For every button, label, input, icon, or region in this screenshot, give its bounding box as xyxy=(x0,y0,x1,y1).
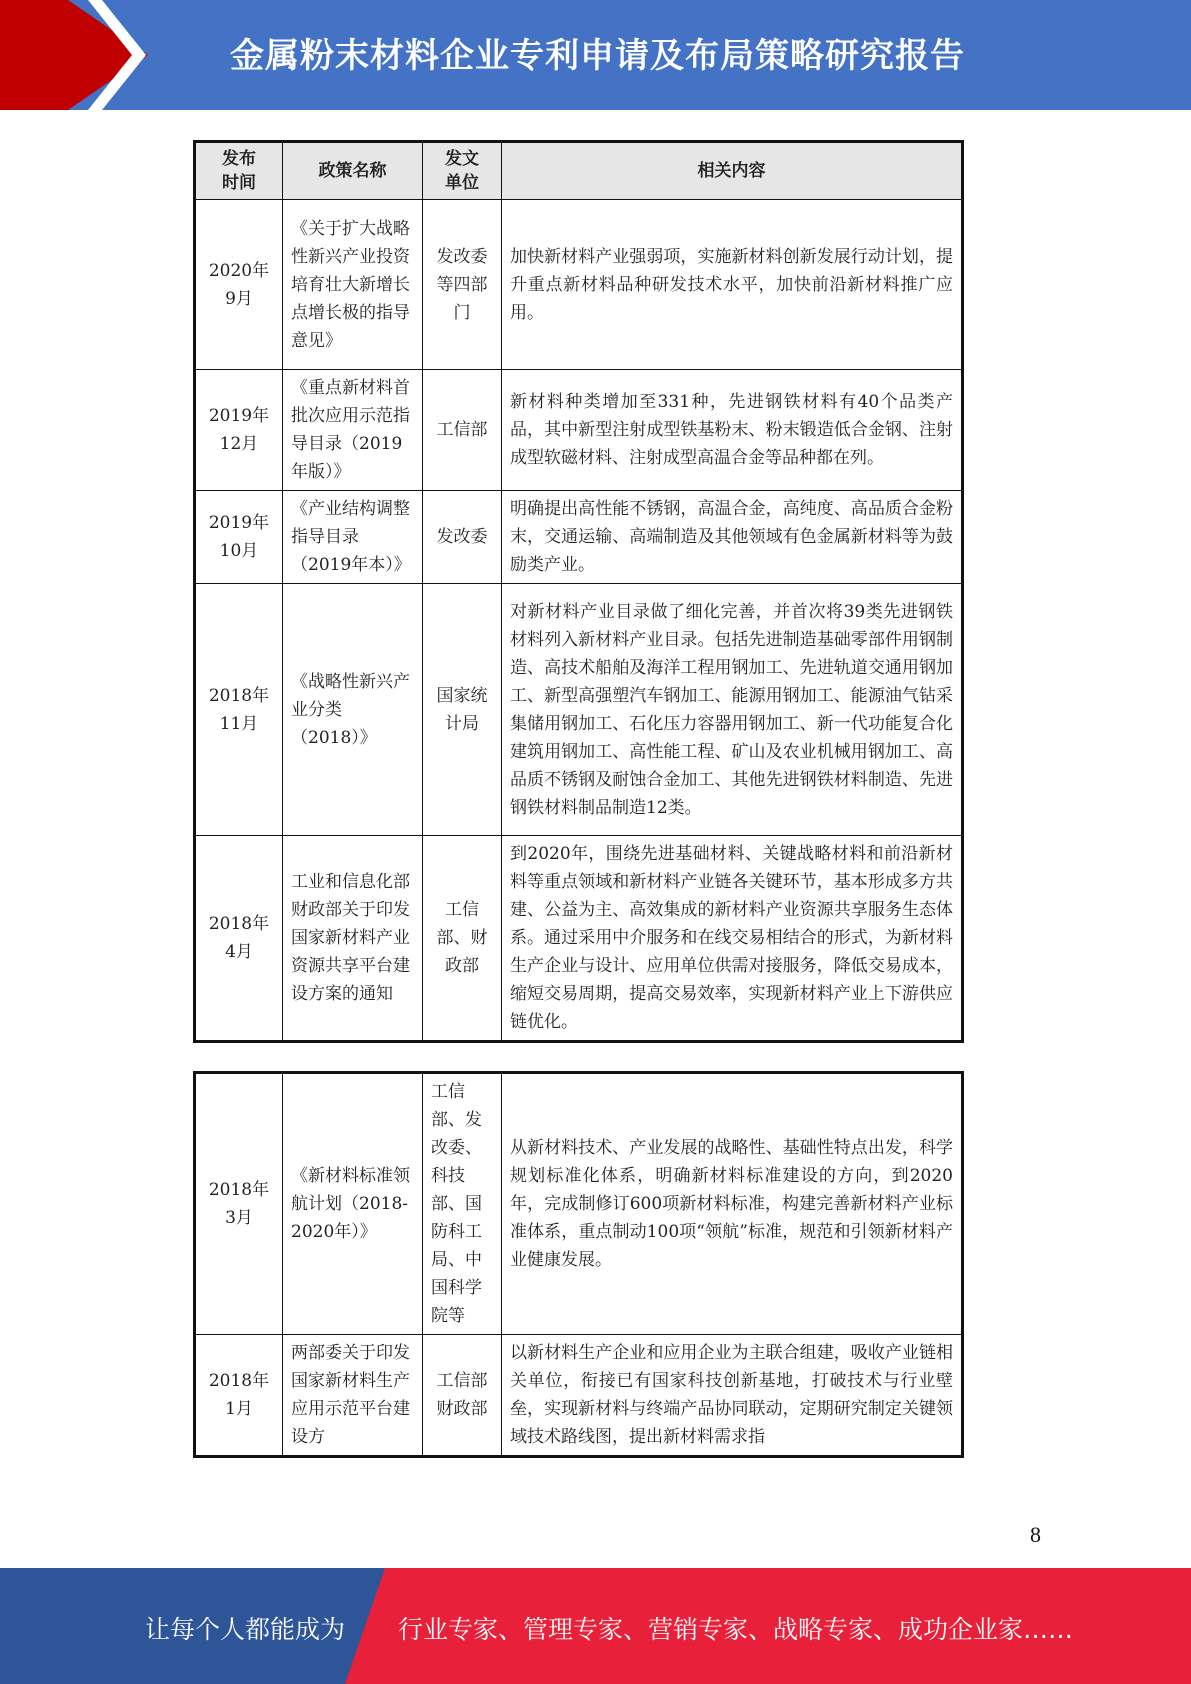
table-row xyxy=(195,836,963,1042)
policy-table-part1 xyxy=(193,140,964,1043)
header-name: 政策名称 xyxy=(283,142,423,200)
policy-table-part2 xyxy=(193,1071,964,1458)
row-policy-name: 《关于扩大战略性新兴产业投资培育壮大新增长点增长极的指导意见》 xyxy=(283,200,423,370)
row-date: 2019年 12月 xyxy=(195,370,283,491)
page-number: 8 xyxy=(1030,1522,1041,1547)
row-dept: 工信部、发改委、科技部、国防科工局、中国科学院等 xyxy=(423,1073,502,1335)
row-date: 2020年 9月 xyxy=(195,200,283,370)
row-date: 2018年 1月 xyxy=(195,1335,283,1457)
header-content: 相关内容 xyxy=(502,142,963,200)
row-policy-name: 两部委关于印发国家新材料生产应用示范平台建设方 xyxy=(283,1335,423,1457)
row-policy-name: 《产业结构调整指导目录（2019年本）》 xyxy=(283,491,423,584)
row-content: 加快新材料产业强弱项，实施新材料创新发展行动计划，提升重点新材料品种研发技术水平，加快前沿新材料推广应用。 xyxy=(502,200,963,370)
report-footer xyxy=(0,1568,1191,1684)
row-date: 2019年 10月 xyxy=(195,491,283,584)
row-content: 明确提出高性能不锈钢，高温合金，高纯度、高品质合金粉末，交通运输、高端制造及其他领域有色金属新材料等为鼓励类产业。 xyxy=(502,491,963,584)
table-row xyxy=(195,584,963,836)
report-title: 金属粉末材料企业专利申请及布局策略研究报告 xyxy=(230,36,965,76)
row-date: 2018年 3月 xyxy=(195,1073,283,1335)
header-dept: 发文 单位 xyxy=(423,142,502,200)
row-date: 2018年 4月 xyxy=(195,836,283,1042)
header-date: 发布 时间 xyxy=(195,142,283,200)
report-header xyxy=(0,0,1191,110)
footer-slogan-right: 行业专家、管理专家、营销专家、战略专家、成功企业家…… xyxy=(398,1615,1074,1644)
row-content: 新材料种类增加至331种，先进钢铁材料有40个品类产品，其中新型注射成型铁基粉末、粉末锻造低合金钢、注射成型软磁材料、注射成型高温合金等品种都在列。 xyxy=(502,370,963,491)
row-dept: 工信部 xyxy=(423,370,502,491)
row-dept: 发改委 xyxy=(423,491,502,584)
row-policy-name: 《新材料标准领航计划（2018-2020年）》 xyxy=(283,1073,423,1335)
row-policy-name: 《战略性新兴产业分类（2018）》 xyxy=(283,584,423,836)
row-content: 从新材料技术、产业发展的战略性、基础性特点出发，科学规划标准化体系，明确新材料标准建设的方向，到2020年，完成制修订600项新材料标准，构建完善新材料产业标准体系，重点制动100项“领航”标准，规范和引领新材料产业健康发展。 xyxy=(502,1073,963,1335)
table-row xyxy=(195,1335,963,1457)
row-date: 2018年 11月 xyxy=(195,584,283,836)
row-dept: 国家统计局 xyxy=(423,584,502,836)
row-content: 到2020年，围绕先进基础材料、关键战略材料和前沿新材料等重点领域和新材料产业链各关键环节，基本形成多方共建、公益为主、高效集成的新材料产业资源共享服务生态体系。通过采用中介服务和在线交易相结合的形式，为新材料生产企业与设计、应用单位供需对接服务，降低交易成本，缩短交易周期，提高交易效率，实现新材料产业上下游供应链优化。 xyxy=(502,836,963,1042)
row-content: 对新材料产业目录做了细化完善，并首次将39类先进钢铁材料列入新材料产业目录。包括先进制造基础零部件用钢制造、高技术船舶及海洋工程用钢加工、先进轨道交通用钢加工、新型高强塑汽车钢加工、能源用钢加工、能源油气钻采集储用钢加工、石化压力容器用钢加工、新一代功能复合化建筑用钢加工、高性能工程、矿山及农业机械用钢加工、高品质不锈钢及耐蚀合金加工、其他先进钢铁材料制造、先进钢铁材料制品制造12类。 xyxy=(502,584,963,836)
table-row xyxy=(195,1073,963,1335)
table-row xyxy=(195,491,963,584)
row-dept: 工信部财政部 xyxy=(423,1335,502,1457)
row-content: 以新材料生产企业和应用企业为主联合组建，吸收产业链相关单位，衔接已有国家科技创新基地，打破技术与行业壁垒，实现新材料与终端产品协同联动，定期研究制定关键领域技术路线图，提出新材料需求指 xyxy=(502,1335,963,1457)
table-header-row xyxy=(195,142,963,200)
row-policy-name: 工业和信息化部财政部关于印发国家新材料产业资源共享平台建设方案的通知 xyxy=(283,836,423,1042)
row-dept: 发改委等四部门 xyxy=(423,200,502,370)
row-dept: 工信部、财政部 xyxy=(423,836,502,1042)
row-policy-name: 《重点新材料首批次应用示范指导目录（2019年版）》 xyxy=(283,370,423,491)
footer-slogan-left: 让每个人都能成为 xyxy=(145,1615,346,1644)
table-row xyxy=(195,200,963,370)
table-row xyxy=(195,370,963,491)
